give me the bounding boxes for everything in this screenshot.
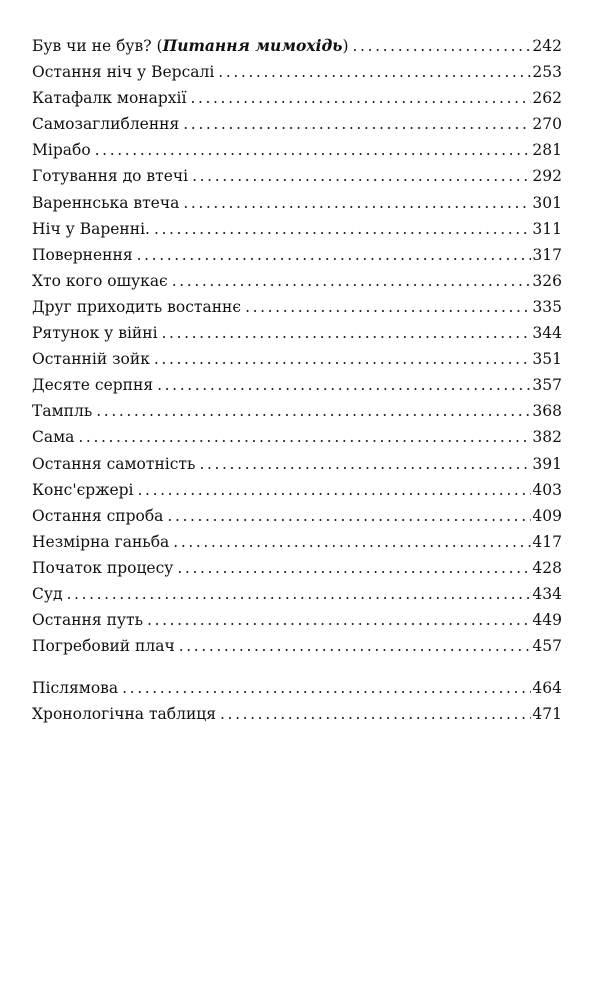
toc-entry	[32, 268, 562, 294]
dot-leader	[67, 581, 532, 607]
dot-leader	[157, 372, 531, 398]
toc-entry-title: Конс'єржері	[32, 480, 134, 499]
dot-leader	[154, 216, 531, 242]
toc-entry	[32, 675, 562, 701]
toc-entry	[32, 581, 562, 607]
toc-entry-title: Друг приходить востаннє	[32, 297, 242, 316]
toc-entry-title: Самозаглиблення	[32, 115, 180, 134]
toc-entry-page: 382	[532, 428, 562, 447]
dot-leader	[167, 503, 531, 529]
dot-leader	[199, 451, 531, 477]
toc-entry	[32, 555, 562, 581]
toc-entry-title: Початок процесу	[32, 558, 174, 577]
dot-leader	[179, 633, 532, 659]
dot-leader	[154, 346, 532, 372]
toc-entry-title: Десяте серпня	[32, 376, 154, 395]
toc-entry-title: Рятунок у війні	[32, 324, 158, 343]
dot-leader	[245, 294, 531, 320]
toc-entry-page: 317	[532, 245, 562, 264]
toc-entry-title	[32, 33, 349, 59]
toc-entry-page: 311	[532, 219, 562, 238]
toc-entry	[32, 633, 562, 659]
toc-entry-title: Мірабо	[32, 141, 91, 160]
toc-entry-title: Тампль	[32, 402, 93, 421]
toc-entry-page: 357	[532, 376, 562, 395]
toc-entry	[32, 701, 562, 727]
toc-entry	[32, 398, 562, 424]
toc-entry-page: 417	[532, 532, 562, 551]
toc-entry	[32, 320, 562, 346]
toc-entry-title: Ніч у Варенні.	[32, 219, 150, 238]
dot-leader	[218, 59, 531, 85]
toc-entry	[32, 529, 562, 555]
toc-entry-title: Остання путь	[32, 611, 144, 630]
toc-entry-title: Суд	[32, 584, 63, 603]
toc-entry-title: Післямова	[32, 679, 119, 698]
dot-leader	[162, 320, 532, 346]
toc-entry-page: 457	[532, 637, 562, 656]
toc-entry	[32, 346, 562, 372]
toc-entry-page: 409	[532, 506, 562, 525]
toc-entry-page: 471	[532, 705, 562, 724]
toc-entry-title-italic: Питання мимохідь	[162, 36, 343, 55]
toc-entry-page: 301	[532, 193, 562, 212]
toc-entry-title: Останній зойк	[32, 350, 150, 369]
toc-appendix-list	[32, 675, 562, 727]
dot-leader	[147, 607, 531, 633]
toc-entry-page: 434	[532, 584, 562, 603]
toc-entry	[32, 424, 562, 450]
toc-main-list	[32, 33, 562, 659]
toc-entry-page: 344	[532, 324, 562, 343]
toc-entry-title: Вареннська втеча	[32, 193, 180, 212]
toc-entry-title: Остання ніч у Версалі	[32, 63, 215, 82]
toc-entry	[32, 33, 562, 59]
toc-entry	[32, 607, 562, 633]
toc-entry	[32, 451, 562, 477]
dot-leader	[183, 190, 531, 216]
toc-entry	[32, 242, 562, 268]
toc-entry-page: 326	[532, 271, 562, 290]
toc-entry-title-end: )	[342, 37, 349, 55]
toc-entry	[32, 85, 562, 111]
dot-leader	[172, 268, 532, 294]
toc-entry-page: 449	[532, 611, 562, 630]
toc-entry-title: Погребовий плач	[32, 637, 175, 656]
dot-leader	[190, 85, 531, 111]
toc-entry-title: Катафалк монархії	[32, 89, 187, 108]
dot-leader	[78, 424, 531, 450]
toc-entry-title: Незмірна ганьба	[32, 532, 170, 551]
toc-entry-title: Хронологічна таблиця	[32, 705, 217, 724]
toc-entry	[32, 59, 562, 85]
toc-entry-page: 242	[532, 37, 562, 55]
toc-entry	[32, 190, 562, 216]
toc-entry	[32, 294, 562, 320]
dot-leader	[220, 701, 531, 727]
dot-leader	[96, 398, 531, 424]
toc-entry-page: 253	[532, 63, 562, 82]
toc-entry-title: Готування до втечі	[32, 167, 189, 186]
toc-entry-title: Повернення	[32, 245, 133, 264]
toc-entry-page: 281	[532, 141, 562, 160]
toc-entry-page: 368	[532, 402, 562, 421]
toc-entry	[32, 163, 562, 189]
toc-entry-page: 391	[532, 454, 562, 473]
toc-entry-title: Остання самотність	[32, 454, 196, 473]
toc-entry-page: 464	[532, 679, 562, 698]
toc-entry-title: Сама	[32, 428, 75, 447]
dot-leader	[192, 163, 531, 189]
toc-entry-page: 428	[532, 558, 562, 577]
toc-entry-page: 262	[532, 89, 562, 108]
toc-entry-page: 270	[532, 115, 562, 134]
toc-entry	[32, 111, 562, 137]
table-of-contents	[32, 33, 562, 727]
dot-leader	[173, 529, 531, 555]
toc-entry-page: 351	[532, 350, 562, 369]
toc-entry	[32, 503, 562, 529]
dot-leader	[177, 555, 531, 581]
toc-entry-title: Хто кого ошукає	[32, 271, 168, 290]
toc-entry	[32, 372, 562, 398]
toc-entry-title-start: Був чи не був? (	[32, 37, 163, 55]
dot-leader	[138, 477, 532, 503]
section-gap	[32, 659, 562, 675]
dot-leader	[95, 137, 532, 163]
toc-entry-page: 292	[532, 167, 562, 186]
toc-entry-page: 403	[532, 480, 562, 499]
toc-entry-title: Остання спроба	[32, 506, 164, 525]
toc-entry	[32, 137, 562, 163]
toc-entry-page: 335	[532, 297, 562, 316]
dot-leader	[122, 675, 531, 701]
dot-leader	[353, 33, 532, 59]
dot-leader	[137, 242, 532, 268]
dot-leader	[183, 111, 531, 137]
toc-entry	[32, 216, 562, 242]
toc-entry	[32, 477, 562, 503]
